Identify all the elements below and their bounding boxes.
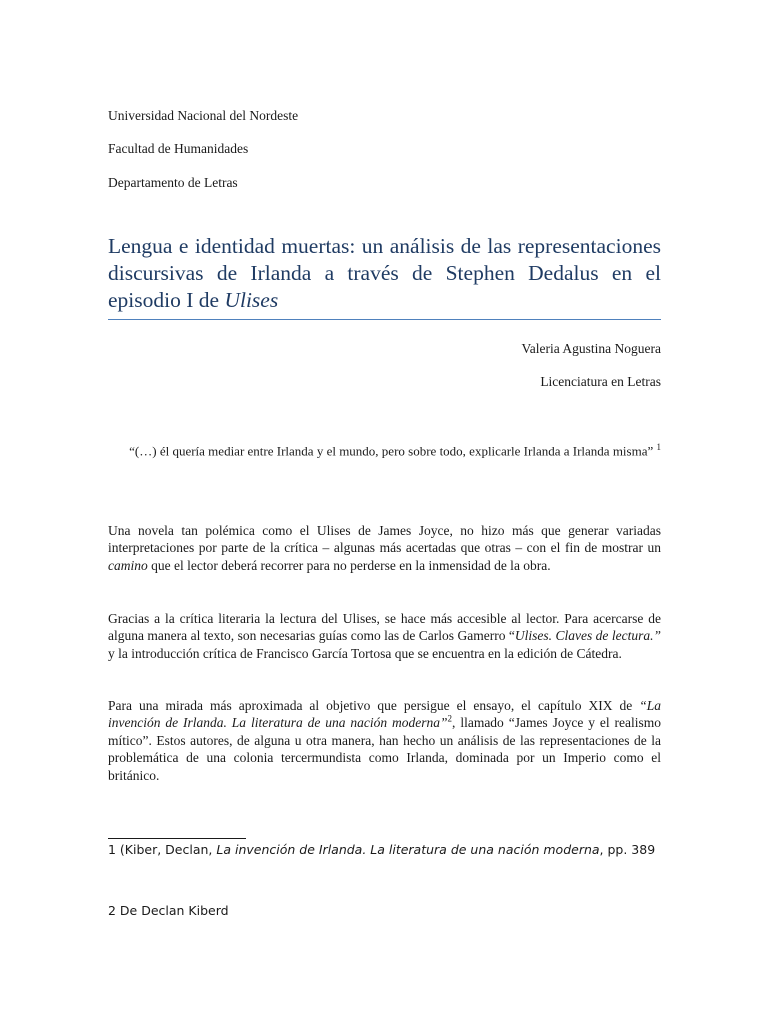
title-main: Lengua e identidad muertas: un análisis de las representaciones discursivas de Irlanda a través de Stephen Dedalus en el episodio I de — [108, 234, 661, 312]
p1-text-after: que el lector deberá recorrer para no perderse en la inmensidad de la obra. — [147, 557, 551, 573]
faculty-name: Facultad de Humanidades — [108, 141, 249, 156]
p2-text-before: Gracias a la crítica literaria la lectura del Ulises, se hace más accesible al lector. Para acercarse de alguna manera al texto, son necesarias guías como las de Carlos Gamerro “ — [108, 611, 661, 644]
university-name: Universidad Nacional del Nordeste — [108, 108, 299, 123]
title-italic: Ulises — [224, 288, 279, 312]
fn1-italic: La invención de Irlanda. La literatura de una nación moderna — [216, 842, 600, 857]
footnote-1 — [108, 842, 655, 858]
footnote-separator — [108, 838, 246, 839]
body-paragraph-2 — [108, 610, 661, 662]
p1-text-before: Una novela tan polémica como el Ulises de James Joyce, no hizo más que generar variadas interpretaciones por parte de la crítica – algunas más acertadas que otras – con el fin de mostrar un — [108, 523, 661, 556]
p3-text-after: , llamado “James Joyce y el realismo mítico”. Estos autores, de alguna u otra manera, han hecho un análisis de las representaciones de la problemática de una colonia tercermundista como Irlanda, dominada por un Imperio como el británico. — [108, 715, 662, 783]
fn1-text-before: 1 (Kiber, Declan, — [108, 842, 217, 857]
p3-footnote-ref: 2 — [447, 713, 453, 724]
epigraph — [108, 439, 661, 459]
p2-italic: Ulises. Claves de lectura.” — [514, 628, 661, 644]
author-degree: Licenciatura en Letras — [540, 374, 661, 389]
p1-italic: camino — [108, 557, 148, 573]
p3-italic: “La invención de Irlanda. La literatura de una nación moderna” — [108, 698, 661, 731]
footnote-2: 2 De Declan Kiberd — [108, 903, 229, 918]
author-name: Valeria Agustina Noguera — [521, 341, 661, 356]
title-underline — [108, 319, 661, 320]
fn1-text-after: , pp. 389 — [599, 842, 656, 857]
epigraph-text: “(…) él quería mediar entre Irlanda y el mundo, pero sobre todo, explicarle Irlanda a Irlanda misma” — [129, 443, 654, 459]
department-name: Departamento de Letras — [108, 175, 238, 190]
body-paragraph-1 — [108, 522, 661, 574]
body-paragraph-3 — [108, 697, 661, 784]
document-title — [108, 233, 661, 314]
epigraph-footnote-ref: 1 — [656, 442, 661, 452]
p3-text-before: Para una mirada más aproximada al objetivo que persigue el ensayo, el capítulo XIX de — [108, 698, 640, 713]
p2-text-after: y la introducción crítica de Francisco García Tortosa que se encuentra en la edición de Cátedra. — [108, 645, 622, 661]
